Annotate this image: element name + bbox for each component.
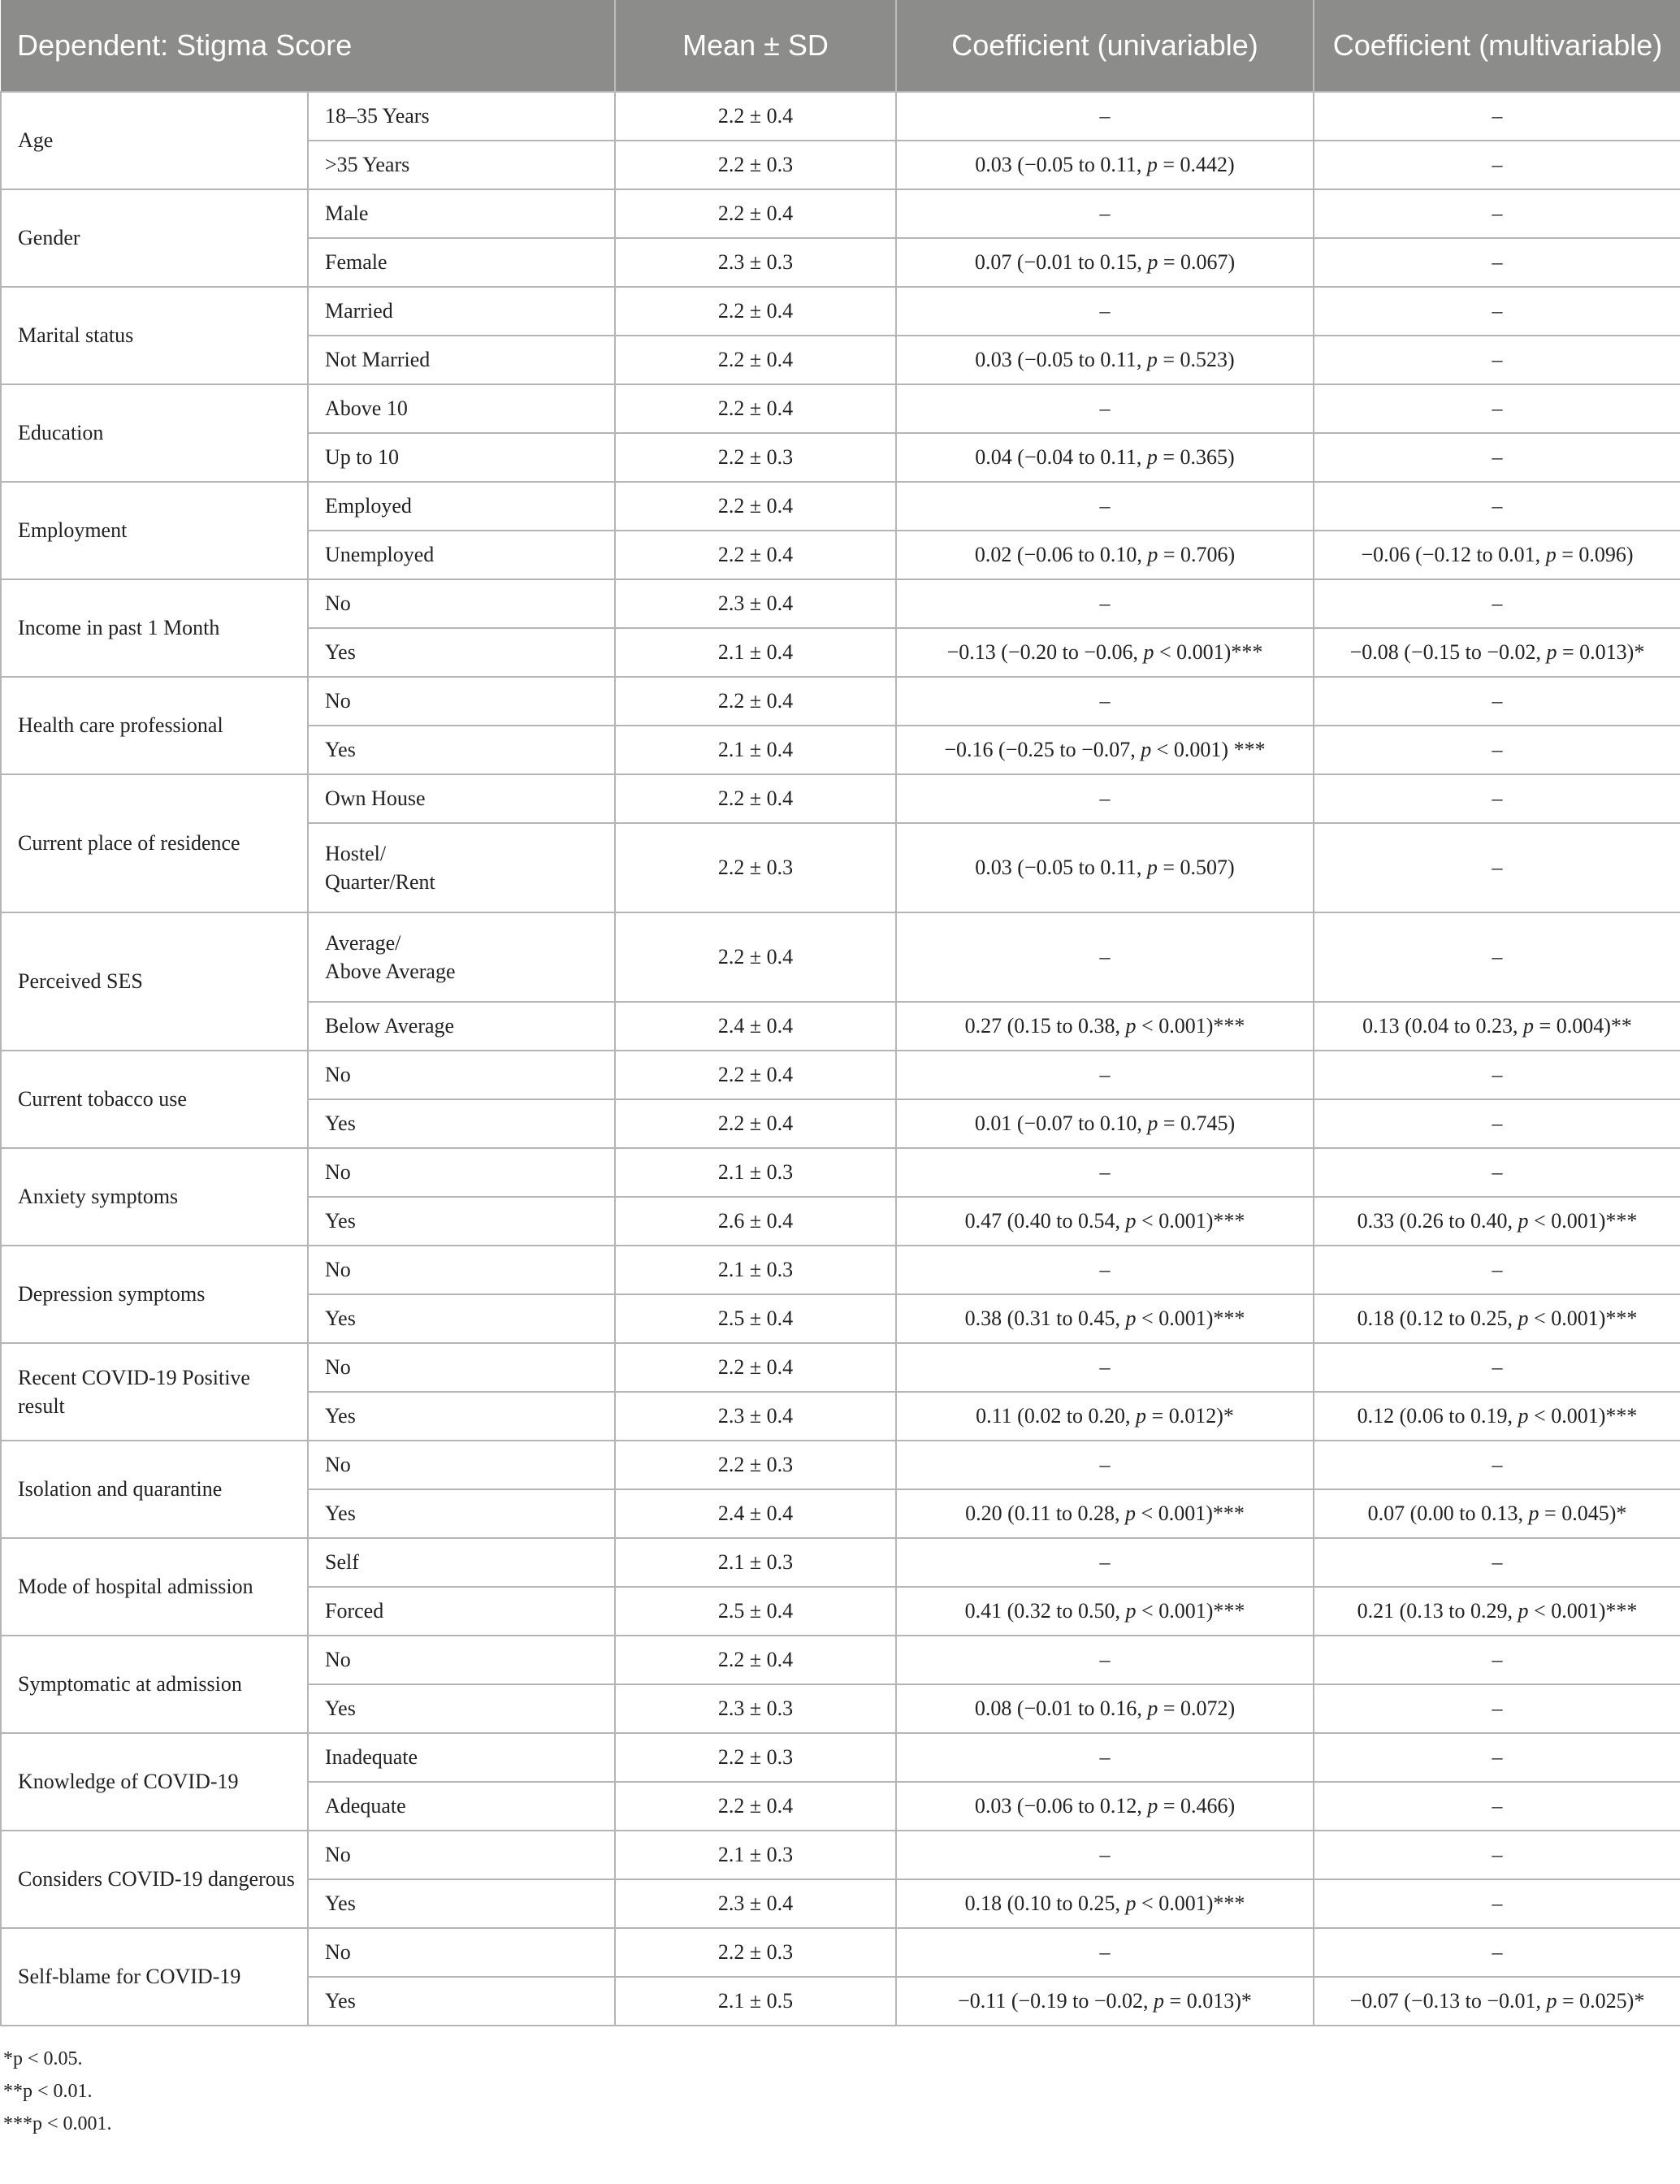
univariable-cell: – xyxy=(896,1831,1314,1879)
category-cell: No xyxy=(308,1051,615,1099)
mean-sd-cell: 2.2 ± 0.3 xyxy=(615,823,896,912)
univariable-cell: 0.38 (0.31 to 0.45, p < 0.001)*** xyxy=(896,1294,1314,1343)
category-cell: Inadequate xyxy=(308,1733,615,1782)
header-mean-sd: Mean ± SD xyxy=(615,0,896,92)
category-cell: No xyxy=(308,579,615,628)
univariable-cell: 0.03 (−0.05 to 0.11, p = 0.507) xyxy=(896,823,1314,912)
variable-cell: Education xyxy=(1,384,308,482)
header-row xyxy=(1,0,1680,92)
table-row xyxy=(1,92,1680,141)
multivariable-cell: – xyxy=(1314,1684,1680,1733)
table-row xyxy=(1,189,1680,238)
category-cell: Male xyxy=(308,189,615,238)
table-row xyxy=(1,1246,1680,1294)
category-cell: Yes xyxy=(308,1879,615,1928)
univariable-cell: – xyxy=(896,912,1314,1002)
category-cell: 18–35 Years xyxy=(308,92,615,141)
category-cell: Self xyxy=(308,1538,615,1587)
multivariable-cell: – xyxy=(1314,579,1680,628)
mean-sd-cell: 2.2 ± 0.4 xyxy=(615,1782,896,1831)
univariable-cell: 0.41 (0.32 to 0.50, p < 0.001)*** xyxy=(896,1587,1314,1636)
mean-sd-cell: 2.2 ± 0.4 xyxy=(615,482,896,531)
mean-sd-cell: 2.2 ± 0.4 xyxy=(615,336,896,384)
univariable-cell: – xyxy=(896,482,1314,531)
category-cell: Female xyxy=(308,238,615,287)
mean-sd-cell: 2.2 ± 0.4 xyxy=(615,384,896,433)
mean-sd-cell: 2.1 ± 0.3 xyxy=(615,1246,896,1294)
univariable-cell: – xyxy=(896,579,1314,628)
multivariable-cell: 0.12 (0.06 to 0.19, p < 0.001)*** xyxy=(1314,1392,1680,1441)
mean-sd-cell: 2.1 ± 0.5 xyxy=(615,1977,896,2026)
category-cell: No xyxy=(308,1148,615,1197)
multivariable-cell: – xyxy=(1314,912,1680,1002)
multivariable-cell: – xyxy=(1314,774,1680,823)
multivariable-cell: – xyxy=(1314,141,1680,189)
table-row xyxy=(1,774,1680,823)
multivariable-cell: – xyxy=(1314,1879,1680,1928)
category-cell: Average/ Above Average xyxy=(308,912,615,1002)
variable-cell: Marital status xyxy=(1,287,308,384)
multivariable-cell: – xyxy=(1314,482,1680,531)
multivariable-cell: – xyxy=(1314,1733,1680,1782)
mean-sd-cell: 2.5 ± 0.4 xyxy=(615,1294,896,1343)
univariable-cell: 0.18 (0.10 to 0.25, p < 0.001)*** xyxy=(896,1879,1314,1928)
category-cell: Adequate xyxy=(308,1782,615,1831)
mean-sd-cell: 2.1 ± 0.4 xyxy=(615,628,896,677)
univariable-cell: – xyxy=(896,1441,1314,1489)
multivariable-cell: – xyxy=(1314,1051,1680,1099)
mean-sd-cell: 2.2 ± 0.4 xyxy=(615,1099,896,1148)
category-cell: Yes xyxy=(308,1489,615,1538)
univariable-cell: – xyxy=(896,189,1314,238)
mean-sd-cell: 2.1 ± 0.3 xyxy=(615,1538,896,1587)
univariable-cell: 0.04 (−0.04 to 0.11, p = 0.365) xyxy=(896,433,1314,482)
univariable-cell: 0.27 (0.15 to 0.38, p < 0.001)*** xyxy=(896,1002,1314,1051)
variable-cell: Age xyxy=(1,92,308,189)
mean-sd-cell: 2.2 ± 0.4 xyxy=(615,531,896,579)
category-cell: No xyxy=(308,677,615,726)
univariable-cell: – xyxy=(896,1051,1314,1099)
mean-sd-cell: 2.1 ± 0.3 xyxy=(615,1148,896,1197)
category-cell: Above 10 xyxy=(308,384,615,433)
multivariable-cell: 0.21 (0.13 to 0.29, p < 0.001)*** xyxy=(1314,1587,1680,1636)
variable-cell: Current place of residence xyxy=(1,774,308,912)
mean-sd-cell: 2.3 ± 0.3 xyxy=(615,238,896,287)
category-cell: Not Married xyxy=(308,336,615,384)
multivariable-cell: – xyxy=(1314,238,1680,287)
univariable-cell: – xyxy=(896,1246,1314,1294)
variable-cell: Mode of hospital admission xyxy=(1,1538,308,1636)
table-row xyxy=(1,1831,1680,1879)
category-cell: >35 Years xyxy=(308,141,615,189)
mean-sd-cell: 2.2 ± 0.3 xyxy=(615,433,896,482)
table-row xyxy=(1,1928,1680,1977)
footnote: **p < 0.01. xyxy=(3,2081,93,2102)
multivariable-cell: 0.13 (0.04 to 0.23, p = 0.004)** xyxy=(1314,1002,1680,1051)
category-cell: Employed xyxy=(308,482,615,531)
multivariable-cell: – xyxy=(1314,1831,1680,1879)
category-cell: No xyxy=(308,1246,615,1294)
category-cell: No xyxy=(308,1441,615,1489)
mean-sd-cell: 2.2 ± 0.4 xyxy=(615,1636,896,1684)
multivariable-cell: – xyxy=(1314,1099,1680,1148)
mean-sd-cell: 2.2 ± 0.4 xyxy=(615,287,896,336)
table-row xyxy=(1,1441,1680,1489)
mean-sd-cell: 2.3 ± 0.3 xyxy=(615,1684,896,1733)
mean-sd-cell: 2.2 ± 0.3 xyxy=(615,1928,896,1977)
univariable-cell: – xyxy=(896,1343,1314,1392)
category-cell: Unemployed xyxy=(308,531,615,579)
category-cell: Forced xyxy=(308,1587,615,1636)
table-row xyxy=(1,1733,1680,1782)
multivariable-cell: 0.18 (0.12 to 0.25, p < 0.001)*** xyxy=(1314,1294,1680,1343)
univariable-cell: 0.03 (−0.05 to 0.11, p = 0.523) xyxy=(896,336,1314,384)
univariable-cell: 0.07 (−0.01 to 0.15, p = 0.067) xyxy=(896,238,1314,287)
univariable-cell: −0.13 (−0.20 to −0.06, p < 0.001)*** xyxy=(896,628,1314,677)
table-row xyxy=(1,287,1680,336)
multivariable-cell: – xyxy=(1314,336,1680,384)
mean-sd-cell: 2.2 ± 0.4 xyxy=(615,189,896,238)
variable-cell: Symptomatic at admission xyxy=(1,1636,308,1733)
multivariable-cell: – xyxy=(1314,433,1680,482)
table-row xyxy=(1,677,1680,726)
category-cell: Yes xyxy=(308,1294,615,1343)
mean-sd-cell: 2.3 ± 0.4 xyxy=(615,1392,896,1441)
univariable-cell: 0.08 (−0.01 to 0.16, p = 0.072) xyxy=(896,1684,1314,1733)
table-row xyxy=(1,384,1680,433)
mean-sd-cell: 2.2 ± 0.4 xyxy=(615,774,896,823)
multivariable-cell: – xyxy=(1314,677,1680,726)
mean-sd-cell: 2.2 ± 0.4 xyxy=(615,1051,896,1099)
univariable-cell: – xyxy=(896,1538,1314,1587)
mean-sd-cell: 2.4 ± 0.4 xyxy=(615,1489,896,1538)
category-cell: Yes xyxy=(308,1197,615,1246)
variable-cell: Employment xyxy=(1,482,308,579)
category-cell: No xyxy=(308,1928,615,1977)
table-row xyxy=(1,912,1680,1002)
mean-sd-cell: 2.1 ± 0.4 xyxy=(615,726,896,774)
univariable-cell: −0.16 (−0.25 to −0.07, p < 0.001) *** xyxy=(896,726,1314,774)
univariable-cell: – xyxy=(896,774,1314,823)
category-cell: Yes xyxy=(308,628,615,677)
univariable-cell: – xyxy=(896,287,1314,336)
multivariable-cell: – xyxy=(1314,823,1680,912)
multivariable-cell: 0.07 (0.00 to 0.13, p = 0.045)* xyxy=(1314,1489,1680,1538)
mean-sd-cell: 2.2 ± 0.4 xyxy=(615,1343,896,1392)
category-cell: Up to 10 xyxy=(308,433,615,482)
table-row xyxy=(1,1051,1680,1099)
table-row xyxy=(1,1636,1680,1684)
multivariable-cell: −0.07 (−0.13 to −0.01, p = 0.025)* xyxy=(1314,1977,1680,2026)
multivariable-cell: – xyxy=(1314,1538,1680,1587)
category-cell: Married xyxy=(308,287,615,336)
table-row xyxy=(1,1343,1680,1392)
category-cell: Yes xyxy=(308,1099,615,1148)
mean-sd-cell: 2.2 ± 0.4 xyxy=(615,92,896,141)
multivariable-cell: – xyxy=(1314,1148,1680,1197)
category-cell: Own House xyxy=(308,774,615,823)
multivariable-cell: – xyxy=(1314,726,1680,774)
univariable-cell: 0.20 (0.11 to 0.28, p < 0.001)*** xyxy=(896,1489,1314,1538)
univariable-cell: – xyxy=(896,92,1314,141)
variable-cell: Anxiety symptoms xyxy=(1,1148,308,1246)
univariable-cell: – xyxy=(896,384,1314,433)
table-body xyxy=(1,92,1680,2026)
category-cell: Yes xyxy=(308,726,615,774)
mean-sd-cell: 2.1 ± 0.3 xyxy=(615,1831,896,1879)
category-cell: Below Average xyxy=(308,1002,615,1051)
variable-cell: Isolation and quarantine xyxy=(1,1441,308,1538)
variable-cell: Current tobacco use xyxy=(1,1051,308,1148)
category-cell: No xyxy=(308,1831,615,1879)
multivariable-cell: – xyxy=(1314,1246,1680,1294)
footnote: *p < 0.05. xyxy=(3,2048,83,2069)
category-cell: Yes xyxy=(308,1684,615,1733)
mean-sd-cell: 2.5 ± 0.4 xyxy=(615,1587,896,1636)
univariable-cell: 0.47 (0.40 to 0.54, p < 0.001)*** xyxy=(896,1197,1314,1246)
multivariable-cell: – xyxy=(1314,384,1680,433)
header-dependent: Dependent: Stigma Score xyxy=(1,0,615,92)
multivariable-cell: −0.08 (−0.15 to −0.02, p = 0.013)* xyxy=(1314,628,1680,677)
univariable-cell: −0.11 (−0.19 to −0.02, p = 0.013)* xyxy=(896,1977,1314,2026)
multivariable-cell: 0.33 (0.26 to 0.40, p < 0.001)*** xyxy=(1314,1197,1680,1246)
mean-sd-cell: 2.2 ± 0.4 xyxy=(615,677,896,726)
univariable-cell: 0.02 (−0.06 to 0.10, p = 0.706) xyxy=(896,531,1314,579)
variable-cell: Considers COVID-19 dangerous xyxy=(1,1831,308,1928)
univariable-cell: 0.01 (−0.07 to 0.10, p = 0.745) xyxy=(896,1099,1314,1148)
category-cell: No xyxy=(308,1343,615,1392)
mean-sd-cell: 2.4 ± 0.4 xyxy=(615,1002,896,1051)
mean-sd-cell: 2.2 ± 0.3 xyxy=(615,1441,896,1489)
mean-sd-cell: 2.2 ± 0.3 xyxy=(615,1733,896,1782)
mean-sd-cell: 2.2 ± 0.4 xyxy=(615,912,896,1002)
multivariable-cell: −0.06 (−0.12 to 0.01, p = 0.096) xyxy=(1314,531,1680,579)
table-row xyxy=(1,1148,1680,1197)
variable-cell: Knowledge of COVID-19 xyxy=(1,1733,308,1831)
multivariable-cell: – xyxy=(1314,1441,1680,1489)
category-cell: No xyxy=(308,1636,615,1684)
variable-cell: Gender xyxy=(1,189,308,287)
category-cell: Hostel/ Quarter/Rent xyxy=(308,823,615,912)
variable-cell: Self-blame for COVID-19 xyxy=(1,1928,308,2026)
multivariable-cell: – xyxy=(1314,189,1680,238)
univariable-cell: – xyxy=(896,1733,1314,1782)
variable-cell: Income in past 1 Month xyxy=(1,579,308,677)
variable-cell: Health care professional xyxy=(1,677,308,774)
mean-sd-cell: 2.2 ± 0.3 xyxy=(615,141,896,189)
univariable-cell: – xyxy=(896,1928,1314,1977)
mean-sd-cell: 2.3 ± 0.4 xyxy=(615,579,896,628)
univariable-cell: 0.11 (0.02 to 0.20, p = 0.012)* xyxy=(896,1392,1314,1441)
category-cell: Yes xyxy=(308,1977,615,2026)
mean-sd-cell: 2.3 ± 0.4 xyxy=(615,1879,896,1928)
multivariable-cell: – xyxy=(1314,1928,1680,1977)
multivariable-cell: – xyxy=(1314,287,1680,336)
univariable-cell: – xyxy=(896,1636,1314,1684)
univariable-cell: 0.03 (−0.05 to 0.11, p = 0.442) xyxy=(896,141,1314,189)
header-multivariable: Coefficient (multivariable) xyxy=(1314,0,1680,92)
multivariable-cell: – xyxy=(1314,1782,1680,1831)
variable-cell: Depression symptoms xyxy=(1,1246,308,1343)
header-univariable: Coefficient (univariable) xyxy=(896,0,1314,92)
multivariable-cell: – xyxy=(1314,1343,1680,1392)
univariable-cell: – xyxy=(896,1148,1314,1197)
univariable-cell: – xyxy=(896,677,1314,726)
footnote: ***p < 0.001. xyxy=(3,2113,112,2134)
table-row xyxy=(1,482,1680,531)
mean-sd-cell: 2.6 ± 0.4 xyxy=(615,1197,896,1246)
table-row xyxy=(1,1538,1680,1587)
category-cell: Yes xyxy=(308,1392,615,1441)
table-row xyxy=(1,579,1680,628)
footnotes xyxy=(0,2043,1680,2140)
multivariable-cell: – xyxy=(1314,92,1680,141)
variable-cell: Perceived SES xyxy=(1,912,308,1051)
variable-cell: Recent COVID-19 Positive result xyxy=(1,1343,308,1441)
multivariable-cell: – xyxy=(1314,1636,1680,1684)
univariable-cell: 0.03 (−0.06 to 0.12, p = 0.466) xyxy=(896,1782,1314,1831)
